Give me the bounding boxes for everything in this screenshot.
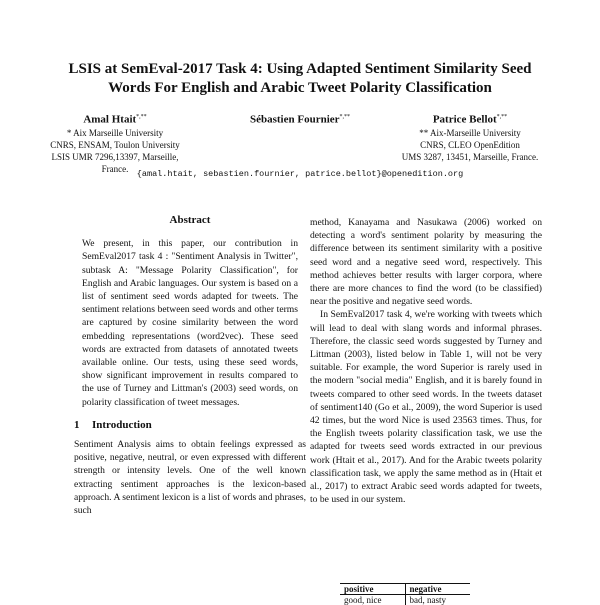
- author-1: [40, 110, 190, 175]
- table-cell-positive: good, nice: [340, 595, 406, 605]
- abstract-text: We present, in this paper, our contribution in SemEval2017 task 4 : "Sentiment Analysis in Twitter", subtask A: "Message Polarity Classification", for English and Arabic languages. Our system is based on a list of sentiment seed words adapted for tweets. The sentiment relations between seed words and other terms are captured by cosine similarity between the word embedding representations (word2vec). These seed words are extracted from datasets of annotated tweets available online. Our tests, using these seed words, show significant improvement in results compared to the use of Turney and Littman's (2003) seed words, on polarity classification of tweet messages.: [82, 238, 298, 408]
- right-column: [310, 216, 542, 506]
- table-header-negative: negative: [409, 584, 442, 594]
- seed-words-table: [340, 583, 470, 605]
- author-1-name: Amal Htait: [83, 113, 137, 126]
- section-heading-introduction: [74, 419, 306, 432]
- title-line-1: LSIS at SemEval-2017 Task 4: Using Adapted Sentiment Similarity Seed: [68, 61, 532, 77]
- author-2-sup: *,**: [339, 114, 351, 120]
- paper-title: [40, 60, 560, 98]
- author-2-name: Sébastien Fournier: [249, 113, 340, 126]
- right-paragraph-1: method, Kanayama and Nasukawa (2006) worked on detecting a word's sentiment polarity by measuring the difference between its sentiment similarity with a positive seed word and a negative seed word, respectively. This method achieves better results with larger corpora, where there are more chances to find the word (to be classified) near the positive and negative seed words.: [310, 217, 542, 308]
- abstract-heading: Abstract: [169, 214, 211, 226]
- intro-paragraph-1: Sentiment Analysis aims to obtain feelings expressed as positive, negative, neutral, or even expressed with different strength or intensity levels. One of the well known extracting sentiment approaches is the lexicon-based approach. A sentiment lexicon is a list of words and phrases, such: [74, 439, 306, 517]
- table-header-positive: positive: [340, 584, 406, 594]
- author-3: [380, 110, 560, 163]
- author-3-aff1: ** Aix-Marseille University: [419, 127, 521, 138]
- author-1-aff3: LSIS UMR 7296,13397, Marseille, France.: [51, 151, 179, 174]
- author-1-aff1: * Aix Marseille University: [66, 127, 164, 138]
- author-2: [225, 110, 375, 127]
- title-line-2: Words For English and Arabic Tweet Polarity Classification: [108, 80, 492, 96]
- author-1-aff2: CNRS, ENSAM, Toulon University: [50, 139, 180, 150]
- author-emails: {amal.htait, sebastien.fournier, patrice.bellot}@openedition.org: [136, 169, 464, 179]
- left-column: [74, 214, 306, 517]
- author-3-aff3: UMS 3287, 13451, Marseille, France.: [401, 151, 539, 162]
- author-1-sup: *,**: [136, 114, 147, 120]
- section-number: 1: [74, 418, 80, 431]
- right-paragraph-2: In SemEval2017 task 4, we're working with tweets which will lead to deal with slang words and informal phrases. Therefore, the classic seed words suggested by Turney and Littman (2003), listed below in Table 1, will not be very suitable. For example, the word Superior is rarely used in the modern "social media" English, and it is barely found in tweets compared to other seed words. In the tweets dataset of sentiment140 (Go et al., 2009), the word Superior is used 42 times, but the word Nice is used 23563 times. Thus, for the English tweets polarity classification task, we use the adapted for tweets seed words extracted in our previous work (Htait et al., 2017). And for the Arabic tweets polarity classification task, we apply the same method as in (Htait et al., 2017) to extract Arabic seed words adapted for tweets, to be used in our system.: [310, 309, 542, 506]
- section-title-text: Introduction: [92, 418, 152, 431]
- author-3-name: Patrice Bellot: [432, 113, 497, 126]
- table-cell-negative: bad, nasty: [409, 595, 446, 605]
- author-3-aff2: CNRS, CLEO OpenEdition: [420, 139, 520, 150]
- table-header-row: [340, 584, 470, 595]
- author-3-sup: *,**: [496, 114, 508, 120]
- table-row: [340, 595, 470, 605]
